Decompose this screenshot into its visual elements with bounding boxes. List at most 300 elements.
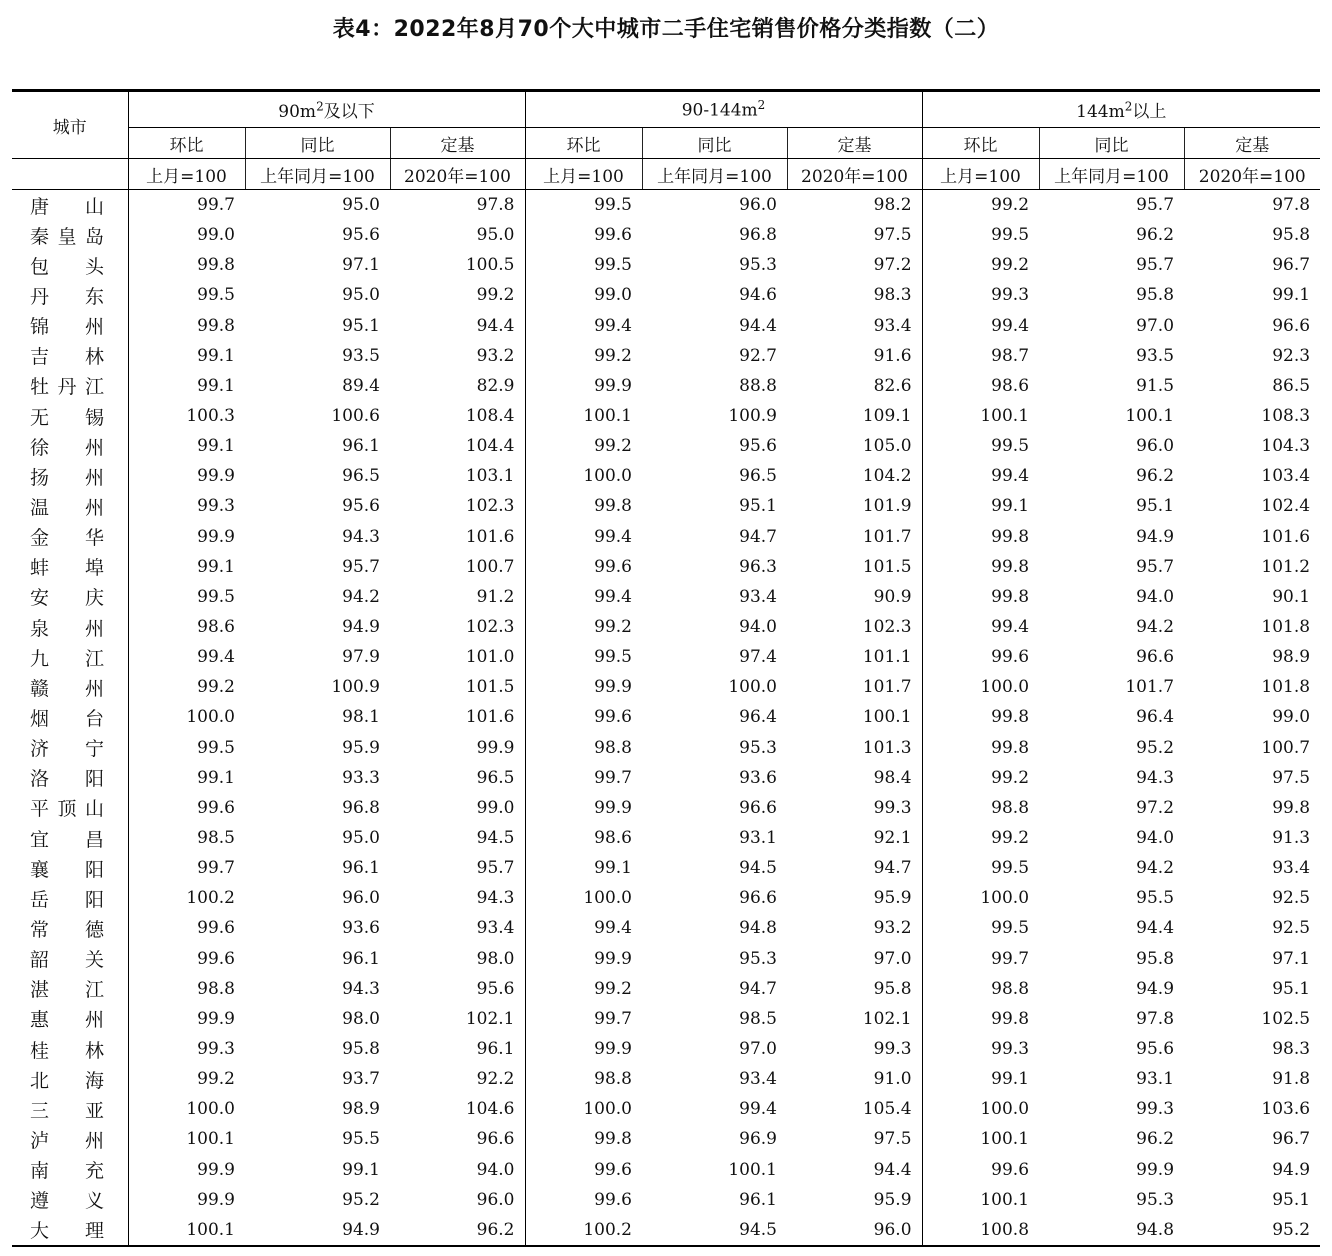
index-value: 97.1 (1272, 948, 1311, 969)
index-value: 93.4 (1272, 858, 1311, 879)
index-value: 100.0 (922, 883, 1039, 913)
index-value: 99.2 (525, 431, 642, 461)
index-value: 99.8 (922, 522, 1039, 552)
index-value: 94.9 (1136, 526, 1175, 547)
index-value: 96.2 (390, 1215, 525, 1246)
city-name (12, 883, 128, 913)
index-value: 93.4 (476, 918, 515, 939)
index-value: 88.8 (739, 375, 777, 396)
index-value: 100.1 (728, 1159, 777, 1180)
index-value: 105.4 (862, 1099, 912, 1120)
index-value: 94.7 (739, 526, 777, 547)
city-name-text: 湛 江 (30, 979, 104, 1002)
index-value: 95.9 (342, 737, 380, 758)
table-row (12, 1064, 1320, 1094)
index-value: 104.6 (465, 1099, 515, 1120)
index-value: 95.8 (342, 1039, 380, 1059)
index-value: 100.1 (128, 1215, 245, 1246)
city-name (12, 522, 128, 552)
index-value: 102.5 (1261, 1008, 1311, 1029)
city-name (12, 1034, 128, 1064)
index-value: 95.1 (739, 496, 777, 517)
index-value: 97.2 (873, 255, 912, 276)
index-value: 102.3 (465, 617, 515, 638)
index-value: 95.0 (342, 195, 380, 216)
index-value: 95.8 (1136, 285, 1175, 306)
index-value: 100.2 (525, 1215, 642, 1246)
index-value: 94.3 (1136, 767, 1175, 788)
sub-header-cell: 同比 (1039, 128, 1184, 159)
index-value: 99.9 (128, 461, 245, 491)
index-value: 101.6 (465, 526, 515, 547)
index-value: 93.1 (1136, 1069, 1175, 1090)
index-value: 99.8 (922, 582, 1039, 612)
index-value: 96.4 (1136, 707, 1175, 728)
index-value: 96.2 (1136, 225, 1175, 246)
index-value: 100.6 (331, 406, 380, 427)
index-value: 99.0 (128, 220, 245, 250)
index-value: 93.7 (342, 1069, 380, 1090)
index-value: 99.1 (128, 431, 245, 461)
index-value: 100.0 (128, 1094, 245, 1124)
index-value: 99.4 (128, 642, 245, 672)
index-value: 98.2 (873, 195, 912, 216)
index-value: 99.7 (525, 763, 642, 793)
index-value: 100.3 (128, 401, 245, 431)
index-value: 93.6 (739, 767, 777, 788)
index-value: 99.3 (128, 491, 245, 521)
index-value: 94.9 (1272, 1159, 1311, 1180)
index-value: 100.1 (862, 707, 912, 728)
index-value: 98.8 (922, 793, 1039, 823)
city-name-text: 洛 阳 (30, 768, 104, 791)
city-name-text: 常 德 (30, 918, 104, 941)
index-value: 96.0 (342, 888, 380, 909)
index-value: 99.2 (922, 190, 1039, 221)
index-value: 98.5 (739, 1008, 777, 1029)
index-value: 99.0 (1272, 707, 1311, 728)
index-value: 100.0 (525, 883, 642, 913)
index-value: 95.6 (342, 225, 380, 246)
index-value: 93.2 (476, 345, 515, 366)
table-row (12, 944, 1320, 974)
index-value: 100.1 (922, 401, 1039, 431)
table-row (12, 431, 1320, 461)
index-value: 93.4 (739, 586, 777, 607)
index-value: 99.1 (342, 1159, 380, 1180)
base-header-cell: 上月=100 (525, 159, 642, 190)
index-value: 95.3 (739, 255, 777, 276)
group-header-medium: $90-144m^2$ (525, 91, 922, 128)
index-value: 98.8 (525, 1064, 642, 1094)
index-value: 95.5 (1136, 888, 1175, 909)
index-value: 101.2 (1261, 556, 1311, 577)
index-value: 95.7 (342, 556, 380, 577)
index-value: 90.9 (873, 586, 912, 607)
base-header-cell: 上年同月=100 (1039, 159, 1184, 190)
index-value: 99.5 (525, 642, 642, 672)
index-value: 95.1 (1272, 1189, 1311, 1210)
index-value: 99.2 (525, 612, 642, 642)
table-row (12, 401, 1320, 431)
index-value: 95.9 (873, 888, 912, 909)
index-value: 95.7 (1136, 556, 1175, 577)
index-value: 98.7 (922, 341, 1039, 371)
index-value: 98.0 (342, 1008, 380, 1029)
index-value: 95.6 (1136, 1039, 1175, 1059)
index-value: 99.9 (128, 522, 245, 552)
city-name (12, 371, 128, 401)
index-value: 99.6 (128, 913, 245, 943)
city-name (12, 793, 128, 823)
table-row (12, 853, 1320, 883)
index-value: 94.7 (873, 858, 912, 879)
index-value: 101.8 (1261, 617, 1311, 638)
base-header-cell: 上年同月=100 (245, 159, 390, 190)
index-value: 94.0 (1136, 828, 1175, 849)
index-value: 96.1 (739, 1189, 777, 1210)
index-value: 99.1 (525, 853, 642, 883)
index-value: 94.3 (476, 888, 515, 909)
index-value: 97.2 (1136, 797, 1175, 818)
city-name-text: 温 州 (30, 496, 104, 519)
city-name-text: 唐 山 (30, 195, 104, 218)
index-value: 99.8 (922, 552, 1039, 582)
index-value: 101.5 (465, 677, 515, 698)
index-value: 93.6 (342, 918, 380, 939)
table-row (12, 1124, 1320, 1154)
index-value: 91.0 (873, 1069, 912, 1090)
index-value: 98.5 (128, 823, 245, 853)
city-name-text: 韶 关 (30, 949, 104, 972)
index-value: 91.8 (1272, 1069, 1311, 1090)
index-value: 92.7 (739, 345, 777, 366)
city-name (12, 311, 128, 341)
index-value: 99.3 (873, 797, 912, 818)
base-header-cell: 2020年=100 (390, 159, 525, 190)
base-header-cell: 上月=100 (922, 159, 1039, 190)
index-value: 99.8 (525, 1124, 642, 1154)
index-value: 96.5 (476, 767, 515, 788)
city-name (12, 672, 128, 702)
city-name-text: 吉 林 (30, 346, 104, 369)
index-value: 97.4 (739, 647, 777, 668)
index-value: 93.5 (1136, 345, 1175, 366)
index-value: 99.6 (128, 944, 245, 974)
index-value: 94.4 (1136, 918, 1175, 939)
index-value: 95.7 (1136, 255, 1175, 276)
index-value: 97.1 (342, 255, 380, 276)
base-header-cell: 2020年=100 (1184, 159, 1320, 190)
index-value: 101.5 (862, 556, 912, 577)
city-name-text: 岳 阳 (30, 888, 104, 911)
index-value: 104.4 (465, 436, 515, 457)
index-value: 99.1 (128, 341, 245, 371)
index-value: 94.7 (739, 978, 777, 999)
city-name-text: 北 海 (30, 1069, 104, 1092)
index-value: 101.6 (465, 707, 515, 728)
index-value: 96.1 (342, 858, 380, 879)
index-value: 91.3 (1272, 828, 1311, 849)
index-value: 94.4 (739, 315, 777, 336)
blank-header-cell (12, 159, 128, 190)
index-value: 99.8 (128, 250, 245, 280)
table-header (12, 91, 1320, 190)
table-row (12, 612, 1320, 642)
index-value: 99.7 (525, 1004, 642, 1034)
index-value: 92.2 (476, 1069, 515, 1090)
table-row (12, 702, 1320, 732)
index-value: 95.2 (1184, 1215, 1320, 1246)
city-name (12, 552, 128, 582)
sub-header-row (12, 128, 1320, 159)
city-name (12, 733, 128, 763)
city-name (12, 1004, 128, 1034)
index-value: 99.9 (128, 1185, 245, 1215)
index-value: 100.0 (525, 461, 642, 491)
index-value: 96.0 (787, 1215, 922, 1246)
city-name (12, 642, 128, 672)
index-value: 89.4 (342, 375, 380, 396)
index-value: 94.6 (739, 285, 777, 306)
index-value: 94.0 (739, 617, 777, 638)
table-row (12, 763, 1320, 793)
city-name (12, 944, 128, 974)
index-value: 99.8 (922, 702, 1039, 732)
index-value: 100.1 (525, 401, 642, 431)
index-value: 82.6 (873, 375, 912, 396)
index-value: 96.5 (739, 466, 777, 487)
index-value: 99.7 (128, 190, 245, 221)
index-value: 93.3 (342, 767, 380, 788)
index-value: 92.5 (1272, 888, 1311, 909)
index-value: 102.3 (862, 617, 912, 638)
index-value: 98.8 (128, 974, 245, 1004)
index-value: 95.3 (739, 737, 777, 758)
city-name (12, 341, 128, 371)
index-value: 99.4 (525, 582, 642, 612)
index-value: 97.5 (873, 1129, 912, 1150)
table-row (12, 1155, 1320, 1185)
index-value: 101.9 (862, 496, 912, 517)
index-value: 99.6 (525, 1155, 642, 1185)
city-name (12, 763, 128, 793)
city-name (12, 853, 128, 883)
index-value: 99.5 (922, 431, 1039, 461)
city-name-text: 遵 义 (30, 1190, 104, 1213)
city-name-text: 徐 州 (30, 436, 104, 459)
index-value: 99.5 (128, 280, 245, 310)
index-value: 109.1 (862, 406, 912, 427)
index-value: 94.5 (739, 858, 777, 879)
index-value: 99.5 (525, 250, 642, 280)
sub-header-cell: 环比 (525, 128, 642, 159)
index-value: 99.9 (525, 1034, 642, 1064)
index-value: 99.2 (922, 763, 1039, 793)
city-column-header: 城市 (12, 91, 128, 159)
index-value: 104.2 (862, 466, 912, 487)
index-value: 92.1 (873, 828, 912, 849)
index-value: 99.6 (922, 1155, 1039, 1185)
index-value: 99.8 (922, 733, 1039, 763)
index-value: 100.0 (728, 677, 777, 698)
index-value: 100.1 (922, 1124, 1039, 1154)
index-value: 96.8 (342, 797, 380, 818)
index-value: 99.9 (128, 1004, 245, 1034)
table-row (12, 974, 1320, 1004)
sub-header-cell: 同比 (642, 128, 787, 159)
index-value: 99.4 (922, 461, 1039, 491)
city-name-text: 三 亚 (30, 1099, 104, 1122)
table-row (12, 642, 1320, 672)
table-row (12, 1215, 1320, 1246)
city-name (12, 612, 128, 642)
city-name-text: 扬 州 (30, 466, 104, 489)
index-value: 99.1 (922, 1064, 1039, 1094)
index-value: 101.6 (1261, 526, 1311, 547)
index-value: 95.0 (476, 225, 515, 246)
city-name (12, 401, 128, 431)
city-name-text: 金 华 (30, 527, 104, 550)
city-name (12, 431, 128, 461)
index-value: 99.7 (128, 853, 245, 883)
index-value: 96.7 (1272, 1129, 1311, 1150)
index-value: 92.5 (1272, 918, 1311, 939)
city-name-text: 桂 林 (30, 1039, 104, 1062)
index-value: 86.5 (1272, 375, 1311, 396)
index-value: 96.2 (1136, 1129, 1175, 1150)
index-value: 101.7 (862, 677, 912, 698)
index-value: 99.1 (128, 552, 245, 582)
index-value: 99.3 (922, 1034, 1039, 1064)
index-value: 100.9 (331, 677, 380, 698)
table-row (12, 913, 1320, 943)
index-value: 97.8 (1136, 1008, 1175, 1029)
index-value: 103.6 (1261, 1099, 1311, 1120)
index-value: 91.2 (476, 586, 515, 607)
table-body (12, 190, 1320, 1246)
index-value: 97.8 (1272, 195, 1311, 216)
index-value: 97.0 (1136, 315, 1175, 336)
city-name (12, 1094, 128, 1124)
index-value: 96.1 (342, 436, 380, 457)
city-name (12, 190, 128, 221)
index-value: 96.9 (739, 1129, 777, 1150)
index-value: 103.4 (1261, 466, 1311, 487)
table-row (12, 1004, 1320, 1034)
index-value: 94.0 (476, 1159, 515, 1180)
index-value: 99.5 (922, 220, 1039, 250)
index-value: 94.2 (1136, 617, 1175, 638)
index-value: 100.0 (128, 702, 245, 732)
index-value: 108.3 (1261, 406, 1311, 427)
index-value: 98.3 (1272, 1039, 1311, 1059)
city-name-text: 赣 州 (30, 677, 104, 700)
index-value: 96.0 (739, 195, 777, 216)
index-value: 101.7 (1125, 677, 1175, 698)
index-value: 99.0 (525, 280, 642, 310)
index-value: 95.8 (1272, 225, 1311, 246)
index-value: 99.9 (525, 944, 642, 974)
index-value: 99.3 (1136, 1099, 1175, 1120)
index-value: 99.5 (128, 733, 245, 763)
index-value: 99.6 (525, 220, 642, 250)
city-name-text: 锦 州 (30, 316, 104, 339)
index-value: 94.9 (1136, 978, 1175, 999)
index-value: 91.5 (1136, 375, 1175, 396)
index-value: 95.3 (1136, 1189, 1175, 1210)
index-value: 99.4 (922, 311, 1039, 341)
index-value: 98.1 (342, 707, 380, 728)
table-row (12, 793, 1320, 823)
index-value: 95.6 (342, 496, 380, 517)
table-row (12, 823, 1320, 853)
city-name-text: 丹 东 (30, 285, 104, 308)
table-title: 表4：2022年8月70个大中城市二手住宅销售价格分类指数（二） (332, 17, 1000, 42)
index-value: 82.9 (476, 375, 515, 396)
city-name (12, 280, 128, 310)
city-name (12, 1185, 128, 1215)
index-value: 99.2 (525, 974, 642, 1004)
index-value: 100.2 (128, 883, 245, 913)
table-row (12, 1185, 1320, 1215)
index-value: 99.1 (1272, 285, 1311, 306)
table-row (12, 552, 1320, 582)
index-value: 94.4 (873, 1159, 912, 1180)
index-value: 96.3 (739, 556, 777, 577)
city-name-text: 襄 阳 (30, 858, 104, 881)
city-name (12, 250, 128, 280)
index-value: 98.6 (922, 371, 1039, 401)
index-value: 98.4 (873, 767, 912, 788)
index-value: 94.5 (642, 1215, 787, 1246)
index-value: 101.8 (1261, 677, 1311, 698)
index-value: 96.6 (1272, 315, 1311, 336)
city-name-text: 九 江 (30, 647, 104, 670)
index-value: 99.8 (128, 311, 245, 341)
city-name (12, 582, 128, 612)
city-name-text: 泉 州 (30, 617, 104, 640)
city-name-text: 济 宁 (30, 738, 104, 761)
index-value: 96.0 (476, 1189, 515, 1210)
index-value: 99.4 (525, 311, 642, 341)
index-value: 95.7 (476, 858, 515, 879)
index-value: 95.1 (342, 315, 380, 336)
index-value: 99.2 (922, 823, 1039, 853)
index-value: 99.4 (525, 522, 642, 552)
index-value: 100.8 (922, 1215, 1039, 1246)
index-value: 99.4 (525, 913, 642, 943)
table-row (12, 491, 1320, 521)
index-value: 96.5 (342, 466, 380, 487)
index-value: 95.7 (1136, 195, 1175, 216)
index-value: 98.8 (922, 974, 1039, 1004)
table-row (12, 522, 1320, 552)
index-value: 99.1 (128, 371, 245, 401)
table-row (12, 280, 1320, 310)
sub-header-cell: 定基 (787, 128, 922, 159)
city-name (12, 1124, 128, 1154)
table-row (12, 733, 1320, 763)
table-row (12, 461, 1320, 491)
city-name (12, 491, 128, 521)
index-value: 94.4 (476, 315, 515, 336)
index-value: 100.1 (128, 1124, 245, 1154)
index-value: 100.0 (525, 1094, 642, 1124)
index-value: 99.3 (922, 280, 1039, 310)
index-value: 94.8 (1039, 1215, 1184, 1246)
index-value: 99.6 (128, 793, 245, 823)
